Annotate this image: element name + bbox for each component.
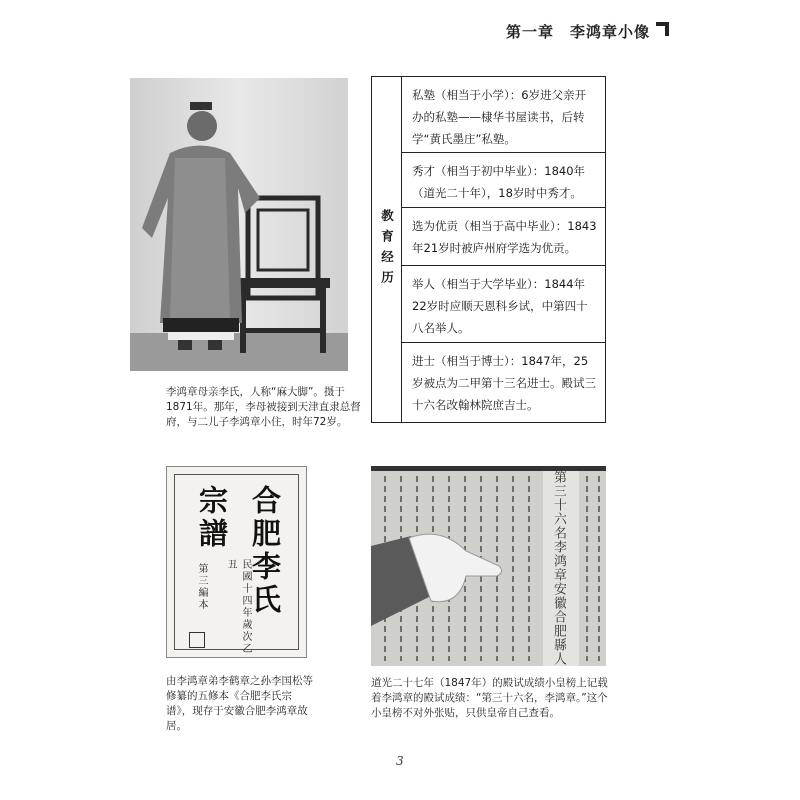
row-text: 秀才（相当于初中毕业）：1840年（道光二十年），18岁时中秀才。 — [412, 164, 586, 200]
table-row — [402, 266, 605, 343]
table-row — [402, 208, 605, 266]
cover-volume: 第三編本 — [196, 563, 207, 611]
cover-date: 民國十四年歲次乙丑 — [225, 559, 251, 655]
photo-li-mother — [130, 78, 348, 371]
table-row — [402, 343, 605, 423]
caption-li-mother: 李鸿章母亲李氏，人称“麻大脚”。摄于1871年。那年，李母被接到天津直隶总督府，与二儿子李鸿章小住，时年72岁。 — [166, 386, 361, 428]
row-text: 选为优贡（相当于高中毕业）：1843年21岁时被庐州府学选为优贡。 — [412, 219, 597, 255]
genealogy-cover-image — [166, 466, 307, 658]
caption-exam-list: 道光二十七年（1847年）的殿试成绩小皇榜上记载着李鸿章的殿试成绩：“第三十六名，李鸿章。”这个小皇榜不对外张贴，只供皇帝自己查看。 — [371, 677, 608, 719]
row-text: 私塾（相当于小学）：6岁进父亲开办的私塾——棣华书屋读书，后转学“黄氏墨庄”私塾。 — [412, 88, 587, 146]
page-number: 3 — [396, 754, 404, 768]
cover-title-sub: 宗譜 — [195, 485, 229, 551]
seal-stamp — [189, 632, 205, 648]
row-text: 进士（相当于博士）：1847年，25岁被点为二甲第十三名进士。殿试三十六名改翰林院庶吉士。 — [412, 354, 596, 412]
row-text: 举人（相当于大学毕业）：1844年22岁时应顺天恩科乡试，中第四十八名举人。 — [412, 277, 588, 335]
table-row — [402, 77, 605, 153]
education-table — [371, 76, 606, 423]
table-row — [402, 153, 605, 208]
exam-banner-text: 第三十六名李鸿章安徽合肥縣人 — [551, 470, 566, 666]
cover-title-main: 合肥李氏 — [248, 485, 282, 617]
caption-genealogy: 由李鸿章弟李鹤章之孙李国松等修纂的五修本《合肥李氏宗谱》，现存于安徽合肥李鸿章故居。 — [166, 675, 313, 732]
exam-list-photo — [371, 466, 606, 666]
education-label-cell — [372, 77, 402, 422]
running-title: 第一章 李鸿章小像 — [505, 23, 650, 41]
education-label: 教育经历 — [379, 208, 395, 291]
